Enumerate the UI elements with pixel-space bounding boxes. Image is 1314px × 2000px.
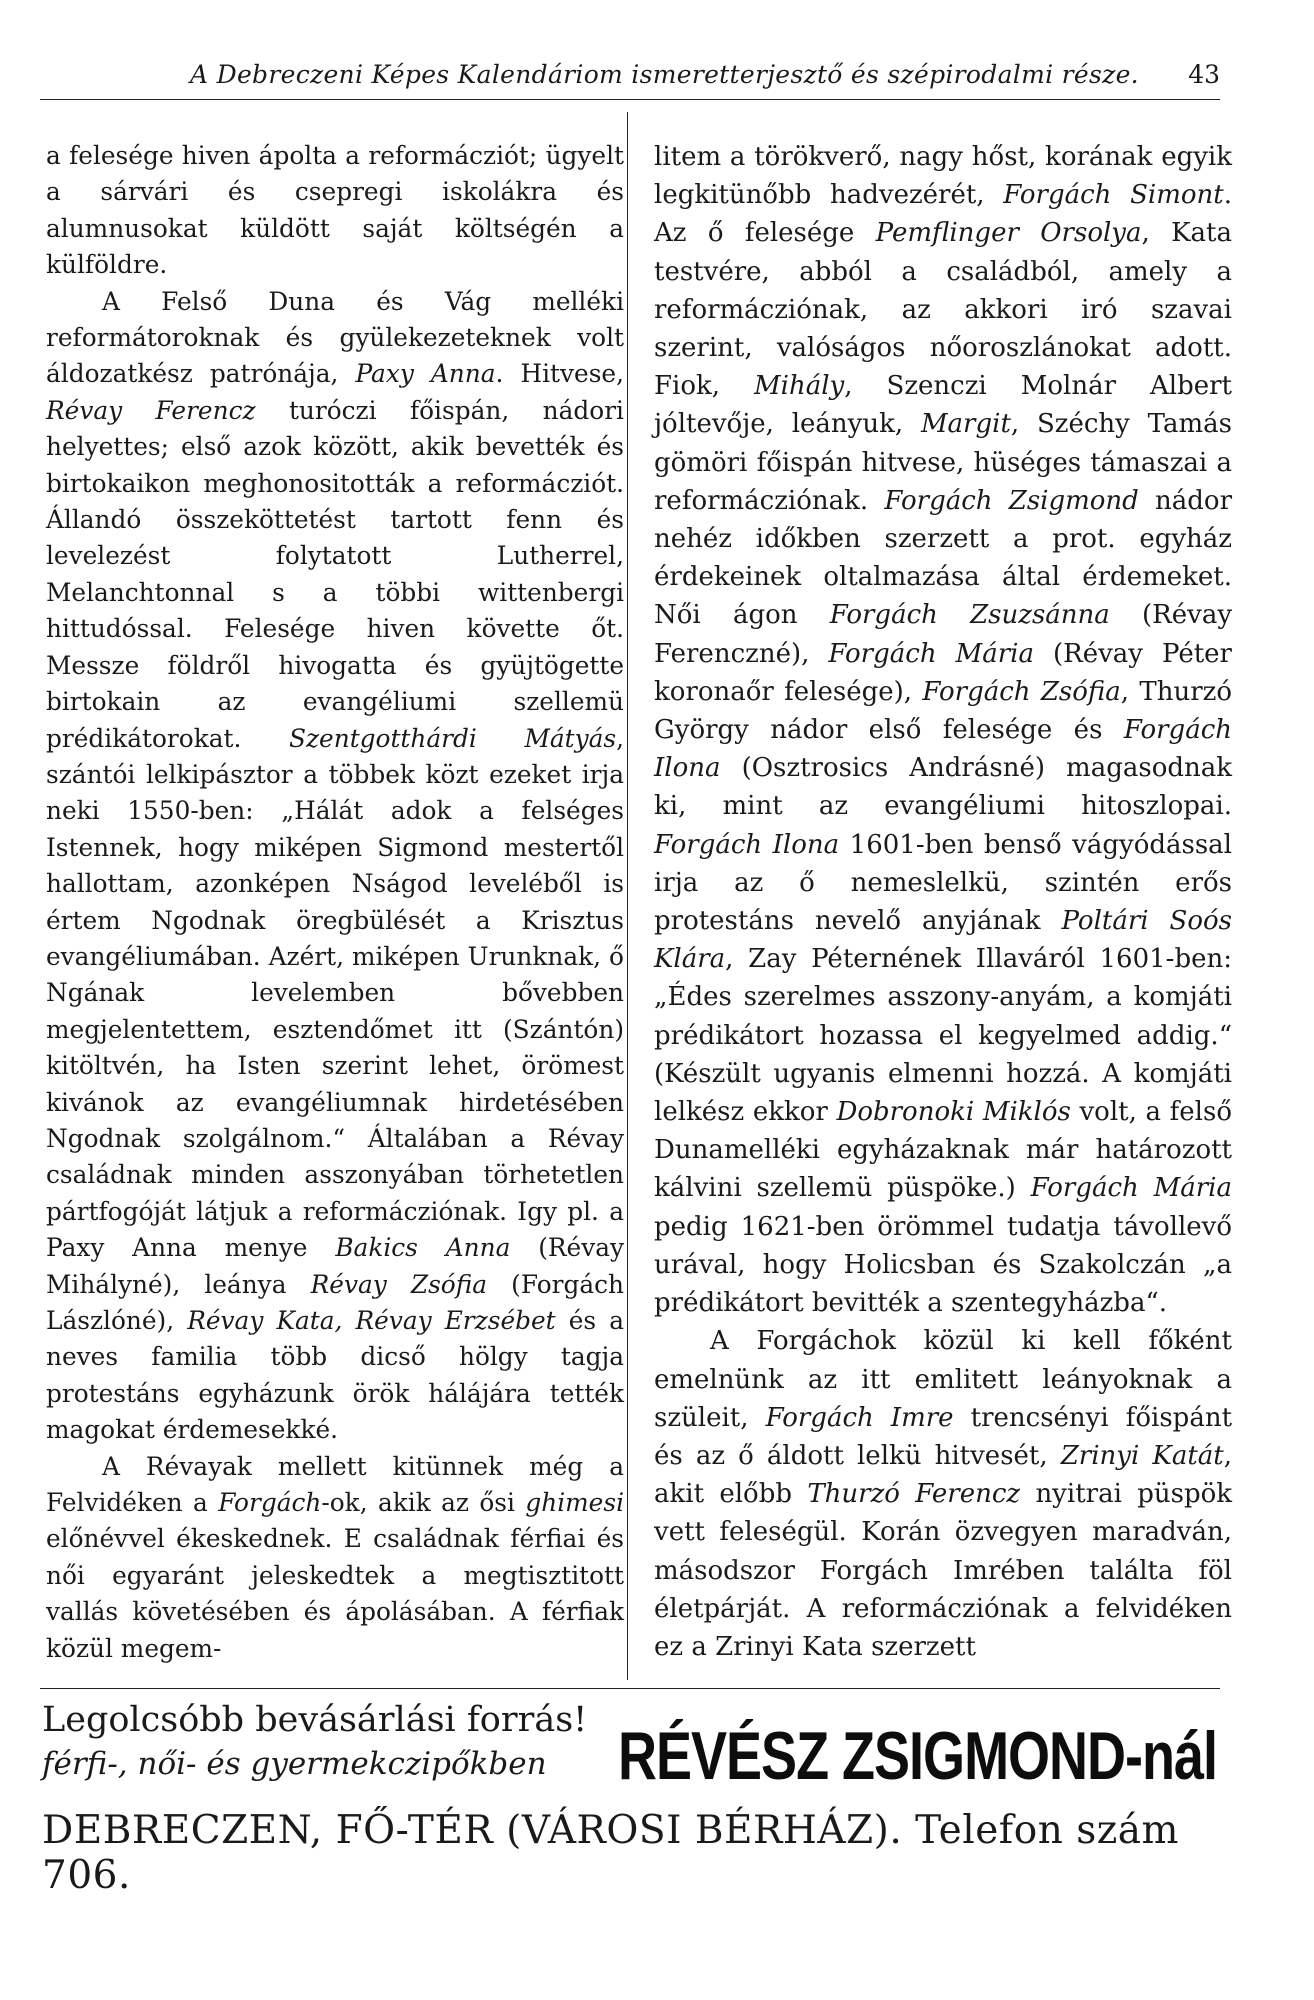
page-number: 43 (1188, 60, 1220, 89)
footer-rule (40, 1688, 1220, 1689)
ad-brand-name: RÉVÉSZ ZSIGMOND-nál (618, 1718, 1218, 1794)
paragraph: A Révayak mellett kitünnek még a Felvidéken a Forgách-ok, akik az ősi ghimesi előnévvel ékeskednek. E családnak férfiai és női egyaránt jeleskedtek a megtisztitott vallás követésében és ápolásában. A férfiak közül megem- (46, 1451, 624, 1663)
right-column (654, 138, 1232, 1666)
ad-address: DEBRECZEN, FŐ-TÉR (VÁROSI BÉRHÁZ). Telefon szám 706. (42, 1808, 1179, 1898)
advertisement (40, 1700, 1230, 1898)
paragraph: litem a törökverő, nagy hőst, korának egyik legkitünőbb hadvezérét, Forgách Simont. Az ő felesége Pemflinger Orsolya, Kata testvére, abból a családból, amely a reformácziónak, az akkori iró szavai szerint, valóságos nőoroszlánokat adott. Fiok, Mihály, Szenczi Molnár Albert jóltevője, leányuk, Margit, Széchy Tamás gömöri főispán hitvese, hüséges támaszai a reformácziónak. Forgách Zsigmond nádor nehéz időkben szerzett a prot. egyház érdekeinek oltalmazása által érdemeket. Női ágon Forgách Zsuzsánna (Révay Ferenczné), Forgách Mária (Révay Péter koronaőr felesége), Forgách Zsófia, Thurzó György nádor első felesége és Forgách Ilona (Osztrosics Andrásné) magasodnak ki, mint az evangéliumi hitoszlopai. Forgách Ilona 1601-ben benső vágyódással irja az ő nemeslelkü, szintén erős protestáns nevelő anyjának Poltári Soós Klára, Zay Péternének Illaváról 1601-ben: „Édes szerelmes asszony-anyám, a komjáti prédikátort hozassa el kegyelmed addig.“ (Készült ugyanis elmenni hozzá. A komjáti lelkész ekkor Dobronoki Miklós volt, a felső Dunamelléki egyházaknak már határozott kálvini szellemü püspöke.) Forgách Mária pedig 1621-ben örömmel tudatja távollevő urával, hogy Holicsban és Szakolczán „a prédikátort bevitték a szentegyházba“. (654, 142, 1233, 1319)
ad-product-line: férfi-, női- és gyermekczipőkben (42, 1746, 547, 1782)
left-column (46, 138, 624, 1667)
header-rule (40, 99, 1220, 100)
paragraph: A Felső Duna és Vág melléki reformátoroknak és gyülekezeteknek volt áldozatkész patrónája, Paxy Anna. Hitvese, Révay Ferencz turóczi főispán, nádori helyettes; első azok között, akik bevették és birtokaikon meghonositották a reformácziót. Állandó összeköttetést tartott fenn és levelezést folytatott Lutherrel, Melanchtonnal s a többi wittenbergi hittudóssal. Felesége hiven követte őt. Messze földről hivogatta és gyüjtögette birtokain az evangéliumi szellemü prédikátorokat. Szentgotthárdi Mátyás, szántói lelkipásztor a többek közt ezeket irja neki 1550-ben: „Hálát adok a felséges Istennek, hogy miképen Sigmond mestertől hallottam, azonképen Nságod leveléből is értem Ngodnak öregbülését a Krisztus evangéliumában. Azért, miképen Urunknak, ő Ngának levelemben bővebben megjelentettem, esztendőmet itt (Szántón) kitöltvén, ha Isten szerint lehet, örömest kivánok az evangéliumnak hirdetésében Ngodnak szolgálnom.“ Általában a Révay családnak minden asszonyában törhetetlen pártfogóját látjuk a reformácziónak. Igy pl. a Paxy Anna menye Bakics Anna (Révay Mihályné), leánya Révay Zsófia (Forgách Lászlóné), Révay Kata, Révay Erzsébet és a neves familia több dicső hölgy tagja protestáns egyházunk örök hálájára tették magokat érdemesekké. (46, 286, 625, 1445)
ad-tagline: Legolcsóbb bevásárlási forrás! (42, 1700, 588, 1740)
running-title: A Debreczeni Képes Kalendáriom ismeretterjesztő és szépirodalmi része. (190, 60, 1139, 89)
page-header (40, 52, 1220, 102)
paragraph: A Forgáchok közül ki kell főként emelnünk az itt emlitett leányoknak a szüleit, Forgách Imre trencsényi főispánt és az ő áldott lelkü hitvesét, Zrinyi Katát, akit előbb Thurzó Ferencz nyitrai püspök vett feleségül. Korán özvegyen maradván, másodszor Forgách Imrében találta föl életpárját. A reformácziónak a felvidéken ez a Zrinyi Kata szerzett (654, 1326, 1233, 1662)
paragraph: a felesége hiven ápolta a reformácziót; ügyelt a sárvári és csepregi iskolákra és alumnusokat küldött saját költségén a külföldre. (46, 141, 624, 280)
column-divider (627, 112, 628, 1680)
